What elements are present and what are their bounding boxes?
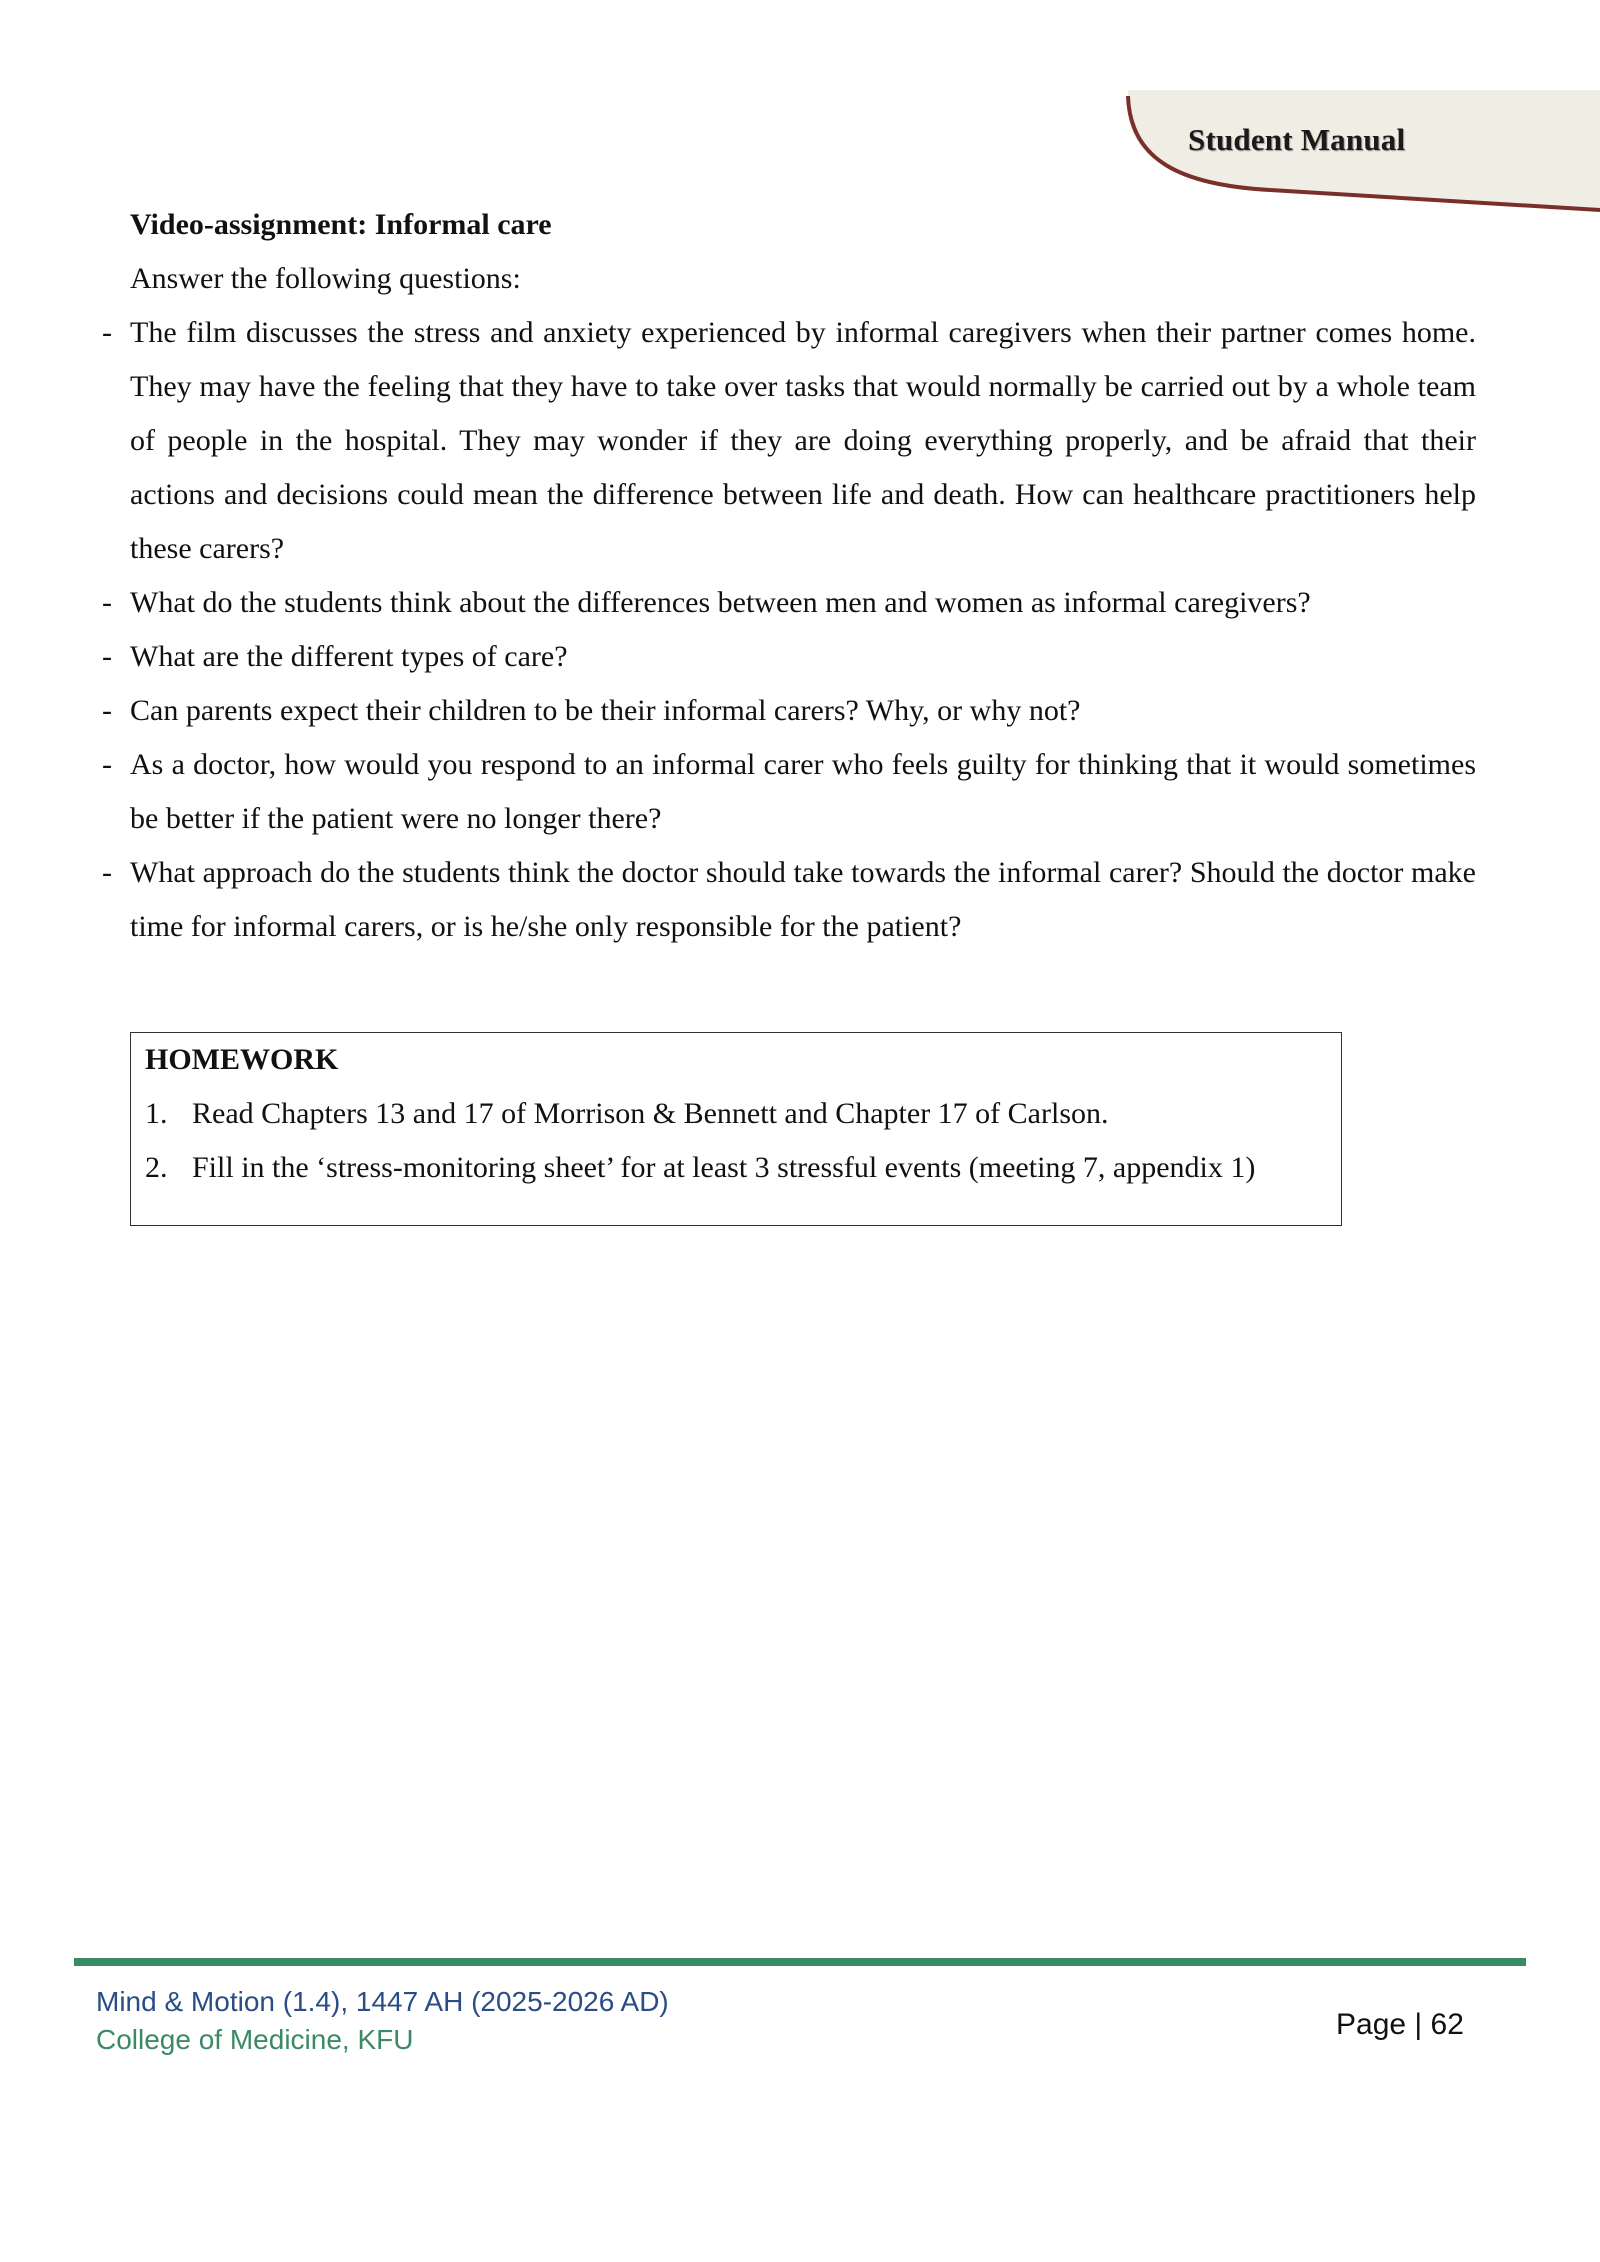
section-intro: Answer the following questions: — [130, 262, 521, 295]
question-text: Can parents expect their children to be their informal carers? Why, or why not? — [130, 694, 1081, 727]
bullet-dash: - — [102, 640, 112, 673]
footer-course-info: Mind & Motion (1.4), 1447 AH (2025-2026 AD) — [96, 1986, 669, 2017]
homework-box — [130, 1032, 1342, 1226]
bullet-dash: - — [102, 694, 112, 727]
homework-item — [145, 1141, 1255, 1195]
homework-title: HOMEWORK — [145, 1043, 339, 1076]
bullet-dash: - — [102, 316, 112, 349]
page-number: Page | 62 — [1336, 2008, 1464, 2041]
homework-item-number: 1. — [145, 1097, 168, 1130]
footer-college: College of Medicine, KFU — [96, 2024, 414, 2055]
footer-divider — [74, 1958, 1526, 1966]
bullet-dash: - — [102, 856, 112, 889]
question-text: What approach do the students think the doctor should take towards the informal carer? Should the doctor make time for informal carers, or is he/she only responsible for the patient? — [130, 856, 1476, 943]
question-item — [100, 306, 1476, 576]
question-item — [100, 684, 1476, 738]
main-content — [100, 198, 1476, 954]
question-item — [100, 630, 1476, 684]
bullet-dash: - — [102, 748, 112, 781]
question-item — [100, 576, 1476, 630]
homework-item-text: Fill in the ‘stress-monitoring sheet’ for at least 3 stressful events (meeting 7, appendix 1) — [192, 1151, 1256, 1184]
homework-item-text: Read Chapters 13 and 17 of Morrison & Bennett and Chapter 17 of Carlson. — [192, 1097, 1109, 1130]
question-text: The film discusses the stress and anxiety experienced by informal caregivers when their partner comes home. They may have the feeling that they have to take over tasks that would normally be carried out by a whole team of people in the hospital. They may wonder if they are doing everything properly, and be afraid that their actions and decisions could mean the difference between life and death. How can healthcare practitioners help these carers? — [130, 316, 1476, 565]
homework-list — [145, 1087, 1255, 1195]
section-title: Video-assignment: Informal care — [130, 208, 552, 241]
question-item — [100, 846, 1476, 954]
question-text: As a doctor, how would you respond to an informal carer who feels guilty for thinking that it would sometimes be better if the patient were no longer there? — [130, 748, 1476, 835]
homework-item — [145, 1087, 1255, 1141]
question-list — [100, 306, 1476, 954]
bullet-dash: - — [102, 586, 112, 619]
header-title: Student Manual — [1188, 122, 1406, 157]
question-text: What do the students think about the differences between men and women as informal caregivers? — [130, 586, 1311, 619]
question-item — [100, 738, 1476, 846]
homework-item-number: 2. — [145, 1151, 168, 1184]
question-text: What are the different types of care? — [130, 640, 568, 673]
